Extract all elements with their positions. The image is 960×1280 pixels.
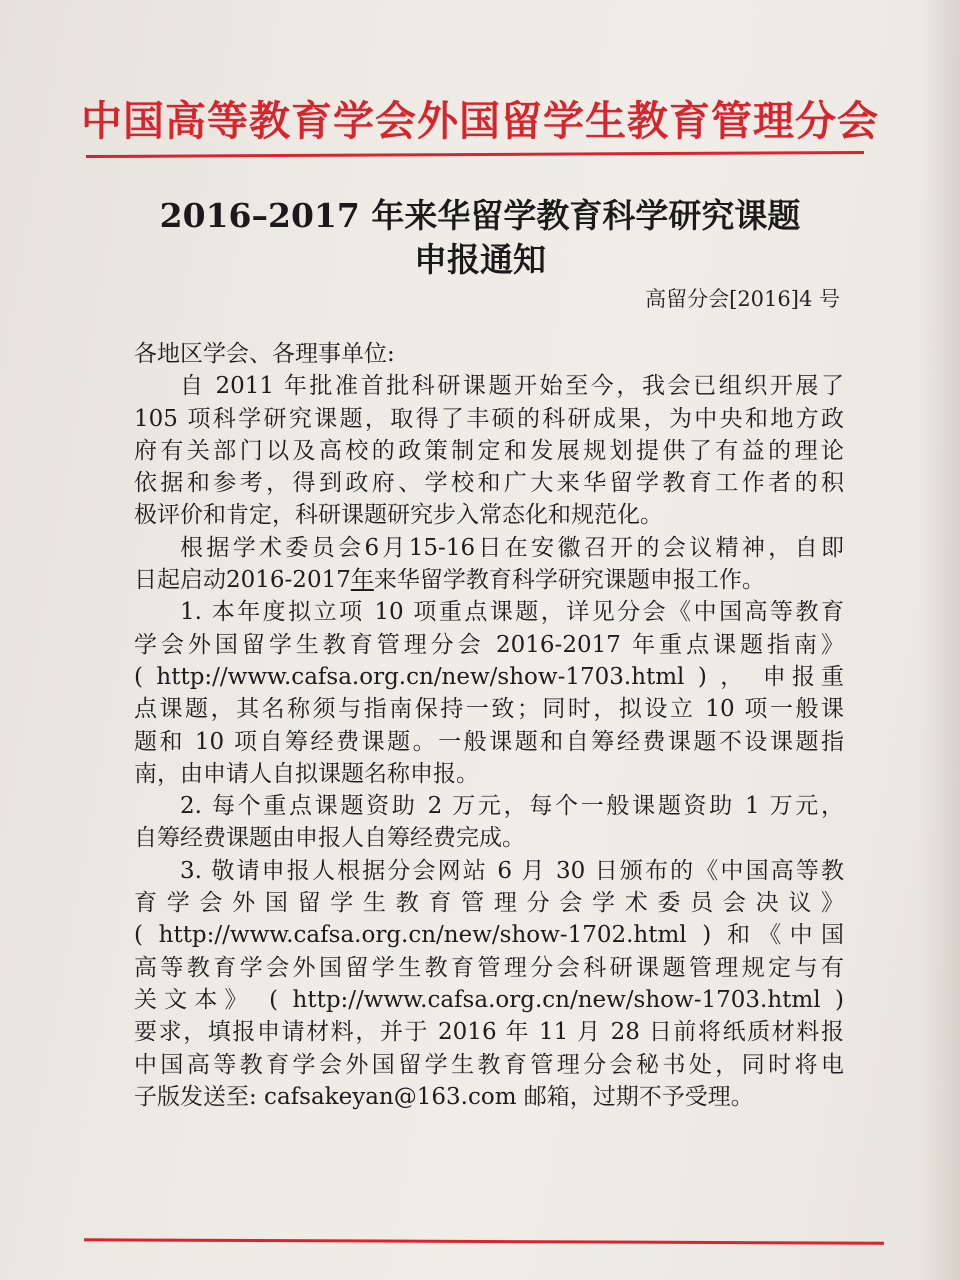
body-line: 南，由申请人自拟课题名称申报。 [134, 760, 479, 787]
body-line: 子版发送至: cafsakeyan@163.com 邮箱，过期不予受理。 [134, 1083, 754, 1110]
body-line: 点课题，其名称须与指南保持一致；同时，拟设立 10 项一般课 [134, 696, 844, 723]
body-line: 依据和参考，得到政府、学校和广大来华留学教育工作者的积 [134, 470, 844, 497]
body-line: 自 2011 年批准首批科研课题开始至今，我会已组织开展了 [180, 373, 844, 400]
salutation: 各地区学会、各理事单位: [134, 341, 395, 367]
body-line: 3. 敬请申报人根据分会网站 6 月 30 日颁布的《中国高等教 [180, 857, 844, 884]
body-line: 题和 10 项自筹经费课题。一般课题和自筹经费课题不设课题指 [134, 728, 844, 755]
body-text: 来华留学教育科学研究课题申报工作。 [373, 567, 765, 594]
body-line: ( http://www.cafsa.org.cn/new/show-1703.html ) ， 申报重 [134, 663, 844, 690]
body-line: 学会外国留学生教育管理分会 2016-2017 年重点课题指南》 [134, 631, 844, 658]
document-body [134, 338, 844, 1113]
body-line: 1. 本年度拟立项 10 项重点课题，详见分会《中国高等教育 [180, 599, 844, 626]
document-number: 高留分会[2016]4 号 [645, 287, 840, 311]
paper-shadow [920, 0, 960, 1280]
body-text: 日起启动2016-2017 [134, 567, 351, 594]
body-line: 要求，填报申请材料，并于 2016 年 11 月 28 日前将纸质材料报 [134, 1019, 844, 1046]
document-title-line-2: 申报通知 [414, 240, 546, 279]
body-line: 极评价和肯定，科研课题研究步入常态化和规范化。 [134, 502, 663, 529]
body-line: 根据学术委员会6月15-16日在安徽召开的会议精神，自即 [180, 534, 844, 561]
body-line: 中国高等教育学会外国留学生教育管理分会秘书处，同时将电 [134, 1051, 844, 1078]
organization-header: 中国高等教育学会外国留学生教育管理分会 [81, 97, 879, 145]
body-line: 府有关部门以及高校的政策制定和发展规划提供了有益的理论 [134, 437, 844, 464]
body-line: 高等教育学会外国留学生教育管理分会科研课题管理规定与有 [134, 954, 844, 981]
body-line: 关文本》 ( http://www.cafsa.org.cn/new/show-1703.html ) [134, 986, 844, 1013]
body-line: 105 项科学研究课题，取得了丰硕的科研成果，为中央和地方政 [134, 405, 844, 432]
body-line: 2. 每个重点课题资助 2 万元，每个一般课题资助 1 万元， [180, 793, 844, 820]
body-line [134, 564, 844, 596]
body-line: ( http://www.cafsa.org.cn/new/show-1702.html ) 和《中国 [134, 922, 844, 949]
body-line: 育学会外国留学生教育管理分会学术委员会决议》 [134, 890, 844, 917]
document-title-line-1: 2016–2017 年来华留学教育科学研究课题 [159, 196, 801, 235]
underlined-text: 年 [350, 567, 374, 594]
body-line: 自筹经费课题由申报人自筹经费完成。 [134, 825, 525, 852]
